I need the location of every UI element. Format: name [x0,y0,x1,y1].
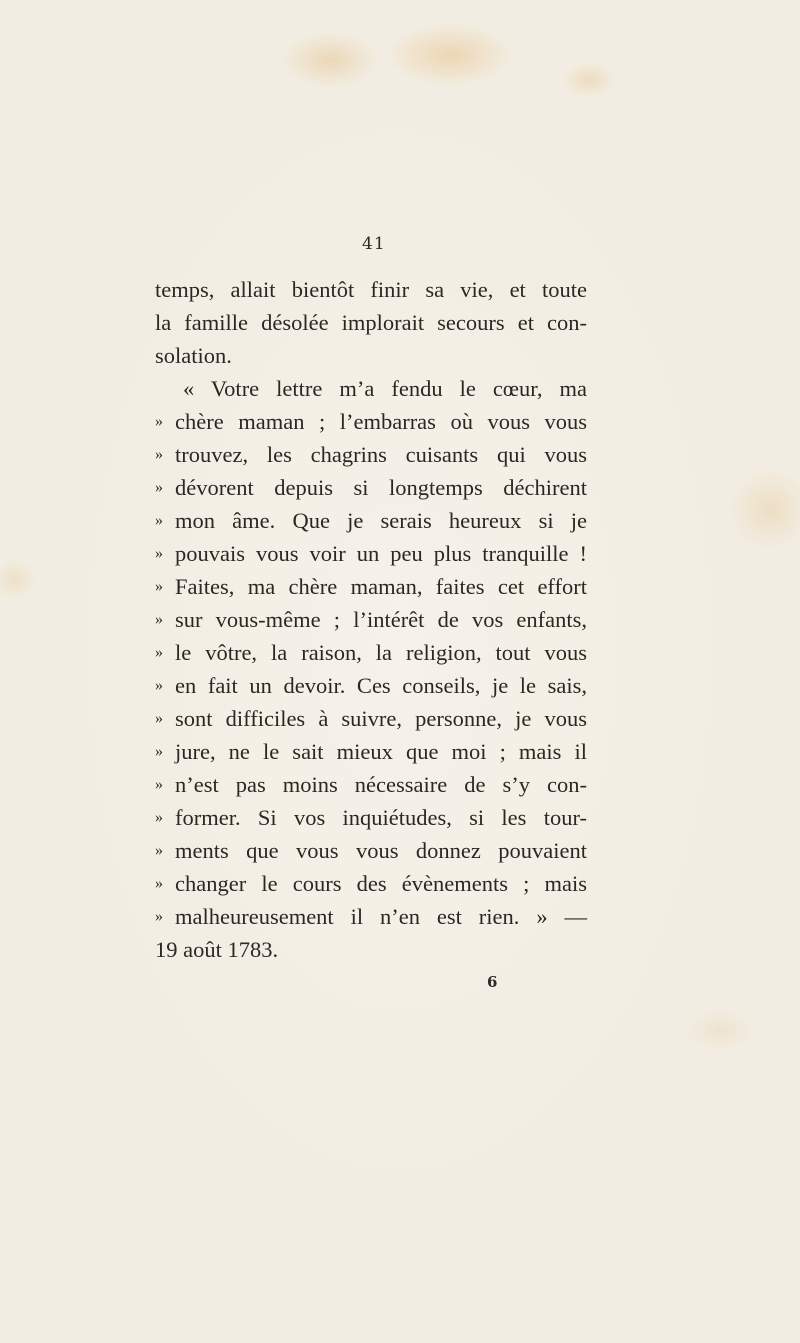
quoted-text-line [155,438,587,471]
quote-mark: » [155,512,163,529]
quote-mark: » [155,842,163,859]
line-text: changer le cours des évènements ; mais [175,871,587,896]
quoted-text-line [155,801,587,834]
line-text: mon âme. Que je serais heureux si je [175,508,587,533]
line-text: jure, ne le sait mieux que moi ; mais il [175,739,587,764]
line-text: dévorent depuis si longtemps déchirent [175,475,587,500]
quote-mark: » [155,809,163,826]
line-text: malheureusement il n’en est rien. » — [175,904,587,929]
line-text: le vôtre, la raison, la religion, tout vous [175,640,587,665]
text-line: temps, allait bientôt finir sa vie, et toute [155,277,587,302]
quoted-text-line [155,504,587,537]
line-text: en fait un devoir. Ces conseils, je le sais, [175,673,587,698]
quoted-text-line [155,834,587,867]
quoted-text-line [155,636,587,669]
quote-mark: » [155,545,163,562]
quoted-text-line [155,405,587,438]
quote-mark: » [155,908,163,925]
quote-mark: » [155,677,163,694]
line-text: ments que vous vous donnez pouvaient [175,838,587,863]
text-line: solation. [155,343,232,368]
quoted-text-line [155,537,587,570]
quote-mark: » [155,743,163,760]
quoted-text-line [155,735,587,768]
text-line: la famille désolée implorait secours et con- [155,310,587,335]
page-number: 41 [362,234,386,254]
line-text: pouvais vous voir un peu plus tranquille ! [175,541,587,566]
quote-mark: » [155,875,163,892]
line-text: former. Si vos inquiétudes, si les tour- [175,805,587,830]
body-text [155,273,587,966]
quote-mark: » [155,611,163,628]
line-text: sur vous-même ; l’intérêt de vos enfants, [175,607,587,632]
quoted-text-line [155,702,587,735]
paragraph-start-line: « Votre lettre m’a fendu le cœur, ma [183,376,587,401]
quoted-text-line [155,603,587,636]
quote-mark: » [155,644,163,661]
quote-mark: » [155,479,163,496]
quoted-text-line [155,768,587,801]
line-text: n’est pas moins nécessaire de s’y con- [175,772,587,797]
quoted-text-line [155,471,587,504]
quoted-text-line [155,570,587,603]
quote-mark: » [155,776,163,793]
text-line: 19 août 1783. [155,937,279,962]
signature-mark: 6 [487,973,498,991]
quoted-text-line [155,867,587,900]
line-text: chère maman ; l’embarras où vous vous [175,409,587,434]
quoted-text-line [155,900,587,933]
quote-mark: » [155,578,163,595]
quoted-text-line [155,669,587,702]
line-text: sont difficiles à suivre, personne, je vous [175,706,587,731]
line-text: trouvez, les chagrins cuisants qui vous [175,442,587,467]
quote-mark: » [155,710,163,727]
quote-mark: » [155,446,163,463]
line-text: Faites, ma chère maman, faites cet effort [175,574,587,599]
quote-mark: » [155,413,163,430]
